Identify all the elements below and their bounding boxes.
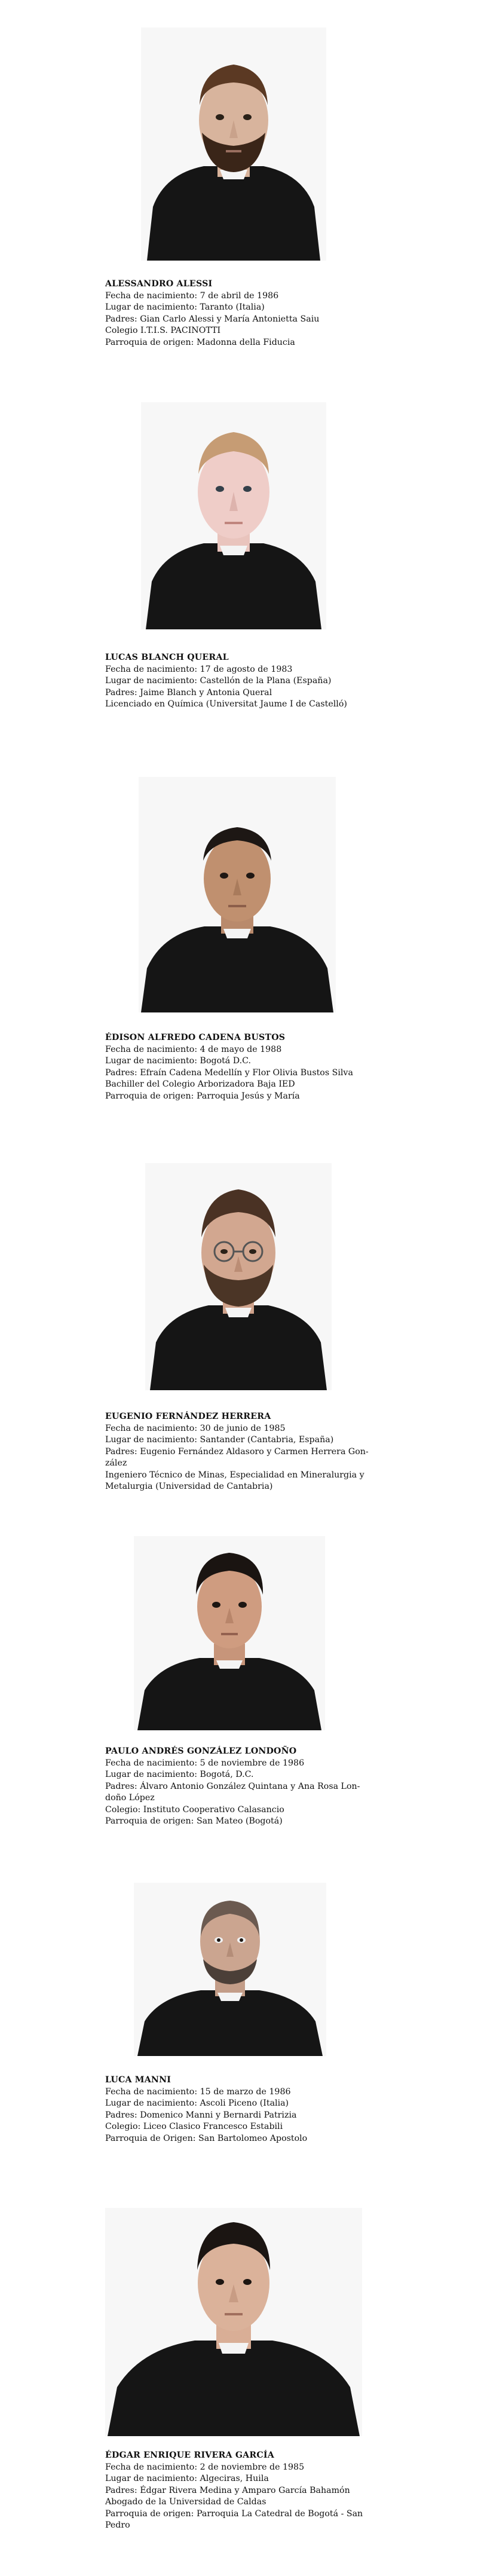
portrait-photo: [139, 777, 336, 1012]
biography: [105, 2450, 373, 2532]
portrait-photo: [141, 402, 326, 629]
portrait-illustration: [145, 1163, 332, 1390]
portrait-illustration: [141, 27, 326, 261]
bio-line: Padres: Eugenio Fernández Aldasoro y Carmen Herrera Gon-: [105, 1446, 369, 1457]
bio-line: Lugar de nacimiento: Algeciras, Huila: [105, 2474, 269, 2483]
bio-line: Padres: Álvaro Antonio González Quintana y Ana Rosa Lon-: [105, 1781, 360, 1791]
portrait-illustration: [105, 2208, 362, 2436]
bio-line: Parroquia de origen: Parroquia La Catedral de Bogotá - San: [105, 2508, 363, 2519]
bio-line: Lugar de nacimiento: Bogotá, D.C.: [105, 1770, 254, 1779]
bio-line: zález: [105, 1458, 127, 1468]
portrait-photo: [141, 27, 326, 261]
bio-line: Colegio: Instituto Cooperativo Calasancio: [105, 1804, 284, 1815]
bio-line: Bachiller del Colegio Arborizadora Baja IED: [105, 1079, 295, 1089]
bio-line: Padres: Jaime Blanch y Antonia Queral: [105, 687, 272, 697]
bio-line: Lugar de nacimiento: Bogotá D.C.: [105, 1056, 252, 1066]
person-name: LUCA MANNI: [105, 2075, 171, 2085]
person-name: ALESSANDRO ALESSI: [105, 279, 213, 289]
biography: [105, 279, 373, 348]
person-name: LUCAS BLANCH QUERAL: [105, 653, 229, 662]
bio-line: doño López: [105, 1793, 155, 1803]
bio-line: Parroquia de Origen: San Bartolomeo Apostolo: [105, 2133, 308, 2143]
portrait-photo: [145, 1163, 332, 1390]
bio-line: Parroquia de origen: San Mateo (Bogotá): [105, 1816, 283, 1826]
biography: [105, 652, 373, 711]
bio-line: Fecha de nacimiento: 30 de junio de 1985: [105, 1423, 286, 1433]
bio-line: Lugar de nacimiento: Castellón de la Plana (España): [105, 676, 332, 686]
bio-line: Licenciado en Química (Universitat Jaume I de Castelló): [105, 699, 347, 709]
bio-line: Lugar de nacimiento: Santander (Cantabria, España): [105, 1435, 334, 1445]
bio-line: Colegio I.T.I.S. PACINOTTI: [105, 326, 221, 335]
bio-line: Abogado de la Universidad de Caldas: [105, 2497, 266, 2507]
portrait-illustration: [134, 1883, 326, 2056]
bio-line: Parroquia de origen: Parroquia Jesús y María: [105, 1091, 300, 1101]
bio-line: Fecha de nacimiento: 7 de abril de 1986: [105, 290, 279, 301]
bio-line: Ingeniero Técnico de Minas, Especialidad en Mineralurgia y: [105, 1470, 364, 1480]
bio-line: Lugar de nacimiento: Ascoli Piceno (Italia): [105, 2098, 289, 2108]
bio-line: Lugar de nacimiento: Taranto (Italia): [105, 302, 265, 312]
person-name: ÉDISON ALFREDO CADENA BUSTOS: [105, 1033, 286, 1042]
portrait-illustration: [139, 777, 336, 1012]
person-name: EUGENIO FERNÁNDEZ HERRERA: [105, 1412, 271, 1421]
bio-line: Padres: Efraín Cadena Medellín y Flor Olivia Bustos Silva: [105, 1067, 353, 1078]
biography: [105, 1746, 373, 1828]
bio-line: Colegio: Liceo Clasico Francesco Estabili: [105, 2122, 283, 2131]
biography: [105, 1032, 373, 1102]
bio-line: Padres: Domenico Manni y Bernardi Patrizia: [105, 2110, 297, 2120]
bio-line: Fecha de nacimiento: 4 de mayo de 1988: [105, 1044, 282, 1054]
bio-line: Fecha de nacimiento: 15 de marzo de 1986: [105, 2087, 291, 2097]
portrait-illustration: [134, 1536, 325, 1730]
portrait-photo: [134, 1536, 325, 1730]
portrait-photo: [105, 2208, 362, 2436]
portrait-illustration: [141, 402, 326, 629]
person-name: ÉDGAR ENRIQUE RIVERA GARCÍA: [105, 2450, 274, 2460]
bio-line: Fecha de nacimiento: 2 de noviembre de 1985: [105, 2462, 305, 2472]
biography: [105, 2075, 373, 2144]
bio-line: Padres: Édgar Rivera Medina y Amparo García Bahamón: [105, 2485, 350, 2495]
bio-line: Metalurgia (Universidad de Cantabria): [105, 1482, 273, 1491]
person-name: PAULO ANDRÉS GONZÁLEZ LONDOÑO: [105, 1746, 297, 1756]
portrait-photo: [134, 1883, 326, 2056]
bio-line: Padres: Gian Carlo Alessi y María Antonietta Saiu: [105, 314, 320, 324]
bio-line: Fecha de nacimiento: 17 de agosto de 1983: [105, 664, 293, 674]
biography: [105, 1411, 373, 1493]
bio-line: Parroquia de origen: Madonna della Fiducia: [105, 337, 295, 347]
bio-line: Pedro: [105, 2520, 130, 2530]
bio-line: Fecha de nacimiento: 5 de noviembre de 1986: [105, 1758, 305, 1768]
